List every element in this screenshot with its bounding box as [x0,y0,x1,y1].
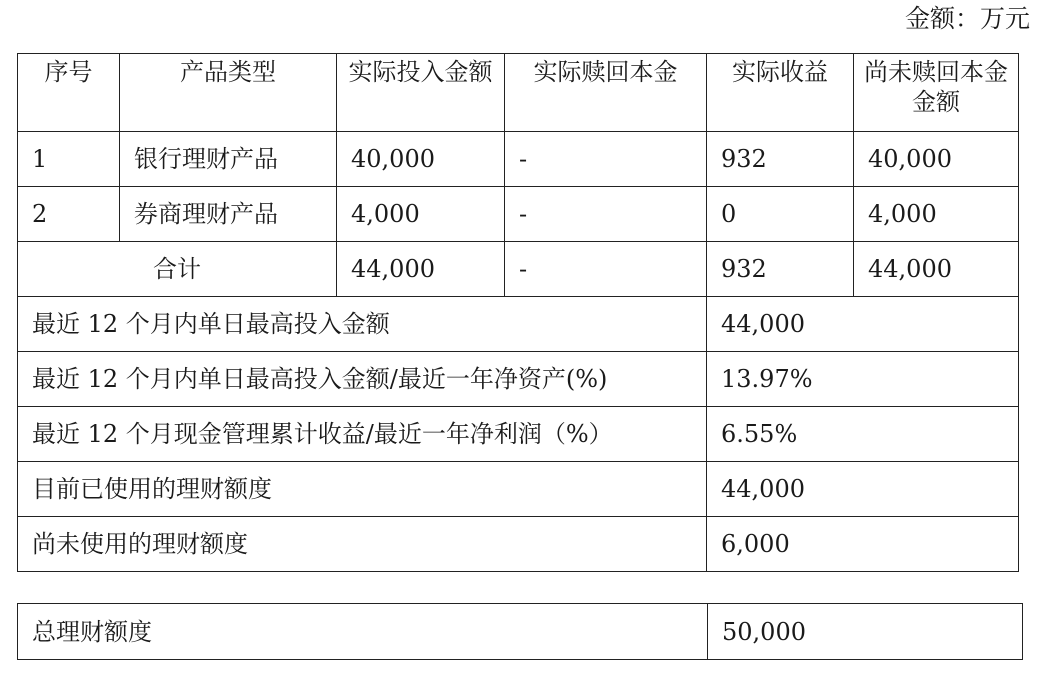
total-quota-label: 总理财额度 [18,604,708,660]
summary-value: 44,000 [707,297,1019,352]
row-actual-investment: 40,000 [337,132,505,187]
summary-row [18,297,1019,352]
table-row [18,187,1019,242]
summary-value: 6,000 [707,517,1019,572]
header-product-type: 产品类型 [120,54,337,132]
row-seq: 1 [18,132,120,187]
row-actual-return: 932 [707,132,854,187]
summary-row [18,352,1019,407]
total-quota-value: 50,000 [708,604,1023,660]
summary-value: 44,000 [707,462,1019,517]
summary-label: 目前已使用的理财额度 [18,462,707,517]
summary-value: 13.97% [707,352,1019,407]
summary-row [18,462,1019,517]
row-product-type: 银行理财产品 [120,132,337,187]
total-quota-row [18,604,1023,660]
row-actual-redeemed: - [505,187,707,242]
summary-label: 最近 12 个月内单日最高投入金额 [18,297,707,352]
header-actual-return: 实际收益 [707,54,854,132]
table-header-row [18,54,1019,132]
total-actual-investment: 44,000 [337,242,505,297]
summary-row [18,407,1019,462]
header-seq: 序号 [18,54,120,132]
summary-value: 6.55% [707,407,1019,462]
summary-label: 尚未使用的理财额度 [18,517,707,572]
row-actual-return: 0 [707,187,854,242]
investment-table [17,53,1019,572]
row-unredeemed: 4,000 [854,187,1019,242]
header-actual-investment: 实际投入金额 [337,54,505,132]
total-label: 合计 [18,242,337,297]
total-row [18,242,1019,297]
row-actual-investment: 4,000 [337,187,505,242]
total-unredeemed: 44,000 [854,242,1019,297]
total-quota-table [17,603,1023,660]
summary-label: 最近 12 个月内单日最高投入金额/最近一年净资产(%) [18,352,707,407]
summary-row [18,517,1019,572]
row-actual-redeemed: - [505,132,707,187]
table-row [18,132,1019,187]
header-unredeemed: 尚未赎回本金金额 [854,54,1019,132]
summary-label: 最近 12 个月现金管理累计收益/最近一年净利润（%） [18,407,707,462]
row-seq: 2 [18,187,120,242]
row-unredeemed: 40,000 [854,132,1019,187]
total-actual-redeemed: - [505,242,707,297]
row-product-type: 券商理财产品 [120,187,337,242]
header-actual-redeemed: 实际赎回本金 [505,54,707,132]
total-actual-return: 932 [707,242,854,297]
unit-note: 金额：万元 [904,4,1030,33]
